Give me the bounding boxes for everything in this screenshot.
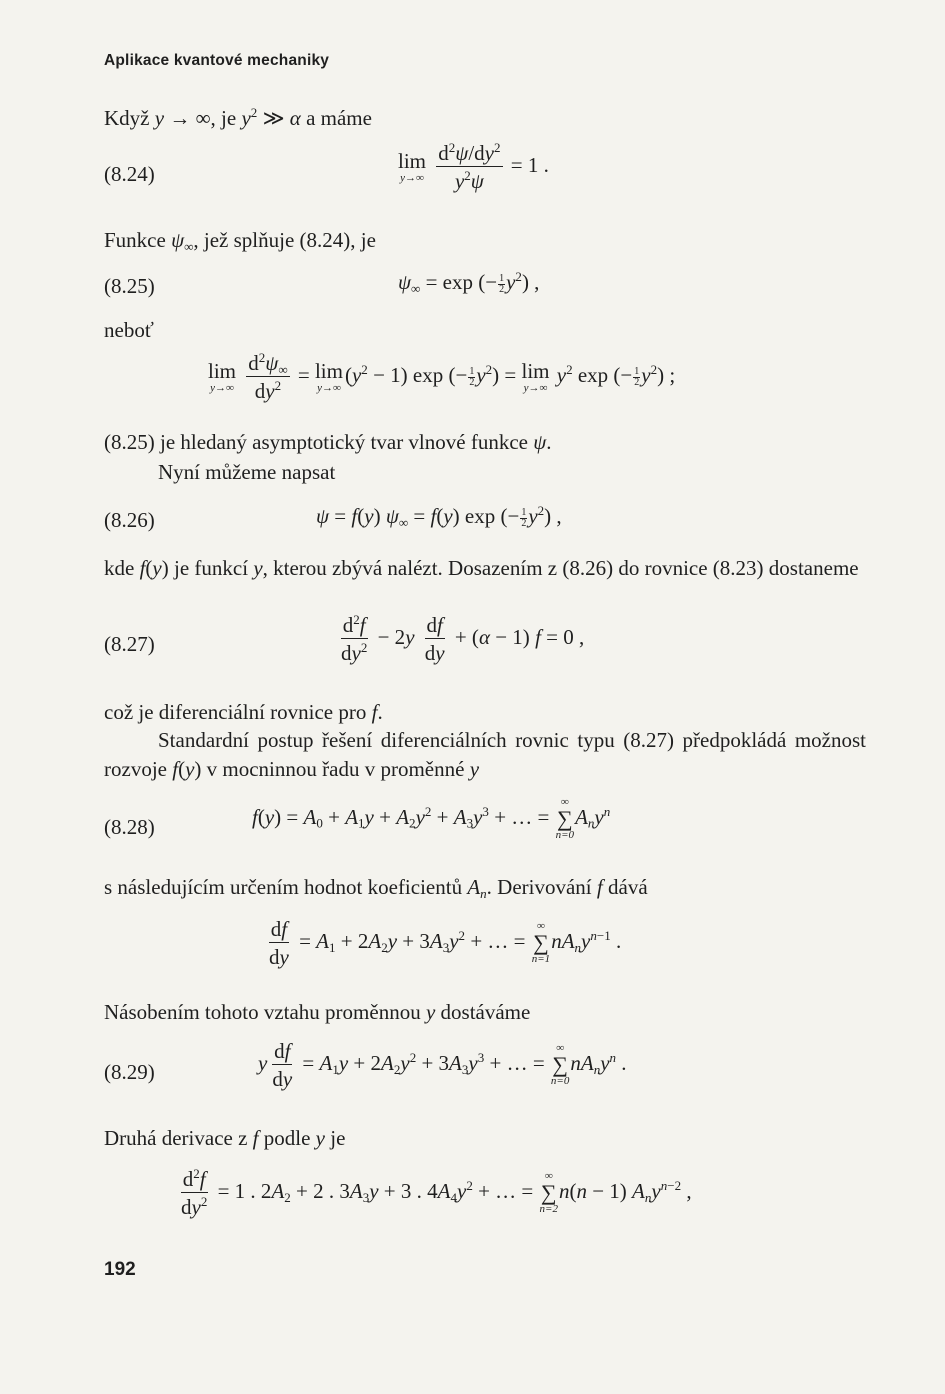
text-fragment: , jež splňuje (8.24), je [193,228,376,252]
text-fragment: Když [104,106,155,130]
text-fragment: Funkce [104,228,172,252]
equation-first-derivative: $\frac{df}{dy}$ = $A_1 + 2A_2y + 3A_3y^2$ + … = ∞ ∑ n=1 $nA_ny^{n-1}$ . [269,917,622,970]
text-line-2: Funkce $\psi_\infty$, jež splňuje (8.24), je [104,228,376,254]
page-number: 192 [104,1259,136,1280]
equation-8-26: ψ = f(y) $\psi_\infty = f(y)$ exp (− $\frac{1}{2}$ $y^2$) , [316,502,562,530]
text-fragment: . Derivování [486,875,597,899]
text-line-7: což je diferenciální rovnice pro f. [104,700,383,724]
equation-limit-derivation: lim y→∞ $\frac{d^2\psi_\infty}{dy^2}$ = lim y→∞ $(y^2 - 1)$ exp (− $\frac{1}{2}$ $y^2$) = lim y→∞ $y^2$ exp (− $\frac{1}{2}$ $y^2$) ; [208,349,676,404]
running-header: Aplikace kvantové mechaniky [104,52,330,69]
text-fragment: podle [258,1126,316,1150]
equation-8-25: $\psi_\infty = \exp$ (− $\frac{1}{2}$ $y^2$) , [398,268,540,296]
text-fragment: je hledaný asymptotický tvar vlnové funkce [154,430,534,454]
text-fragment: (8.25) [104,430,155,454]
text-fragment: dává [602,875,648,899]
paragraph-8: Standardní postup řešení diferenciálních rovnic typu (8.27) předpokládá možnost rozvoje f(y) v mocninnou řadu v proměnné y [104,728,866,781]
equation-number-8-24: (8.24) [104,162,155,186]
text-fragment: s následujícím určením hodnot koeficientů [104,875,468,899]
text-line-10: Násobením tohoto vztahu proměnnou y dostáváme [104,1000,531,1024]
text-fragment: → ∞, je [164,106,242,130]
equation-second-derivative: $\frac{d^2f}{dy^2}$ = 1 . $2A_2 + 2$ . $3A_3y + 3$ . $4A_4y^2$ + … = ∞ ∑ n=2 n(n − 1) $A_ny^{n-2}$ , [181,1165,692,1220]
text-fragment: dostáváme [435,1000,531,1024]
equation-8-24: lim y→∞ $\frac{d^2\psi/dy^2}{y^2\psi}$ = 1 . [398,139,549,194]
text-fragment: Standardní postup řešení diferenciálních rovnic typu (8.27) předpokládá možnost rozvoje [104,728,866,781]
paragraph-6: kde f(y) je funkcí y, kterou zbývá nalézt. Dosazením z (8.26) do rovnice (8.23) dostaneme [104,556,859,580]
text-fragment: v mocninnou řadu v proměnné [201,757,470,781]
text-line-4: (8.25) je hledaný asymptotický tvar vlnové funkce ψ. [104,430,552,454]
text-line-3: neboť [104,318,154,342]
text-line-11: Druhá derivace z f podle y je [104,1126,346,1150]
equation-number-8-27: (8.27) [104,632,155,656]
equation-8-27: $\frac{d^2f}{dy^2}$ − 2y $\frac{df}{dy}$ + (α − 1) f = 0 , [341,611,585,666]
equation-8-29: y $\frac{df}{dy}$ = $A_1y + 2A_2y^2 + 3A_3y^3$ + … = ∞ ∑ n=0 $nA_ny^n$ . [258,1039,627,1092]
text-fragment: což je diferenciální rovnice pro [104,700,372,724]
text-fragment: Druhá derivace z [104,1126,253,1150]
equation-number-8-26: (8.26) [104,508,155,532]
equation-8-28: $f(y) = A_0 + A_1y + A_2y^2 + A_3y^3$ + … = ∞ ∑ n=0 $A_ny^n$ [252,796,611,841]
text-fragment: kde [104,556,140,580]
equation-number-8-28: (8.28) [104,815,155,839]
text-line-5: Nyní můžeme napsat [158,460,336,484]
equation-number-8-29: (8.29) [104,1060,155,1084]
text-line-9: s následujícím určením hodnot koeficientů $A_n$. Derivování f dává [104,875,648,901]
equation-number-8-25: (8.25) [104,274,155,298]
text-fragment: , kterou zbývá nalézt. Dosazením z (8.26) do rovnice (8.23) dostaneme [262,556,859,580]
text-fragment: je funkcí [168,556,254,580]
text-fragment: ≫ [257,106,290,130]
text-fragment: je [325,1126,346,1150]
text-line-1: Když y → ∞, je $y^2$ ≫ α a máme [104,104,372,130]
text-fragment: a máme [300,106,372,130]
text-fragment: Násobením tohoto vztahu proměnnou [104,1000,426,1024]
